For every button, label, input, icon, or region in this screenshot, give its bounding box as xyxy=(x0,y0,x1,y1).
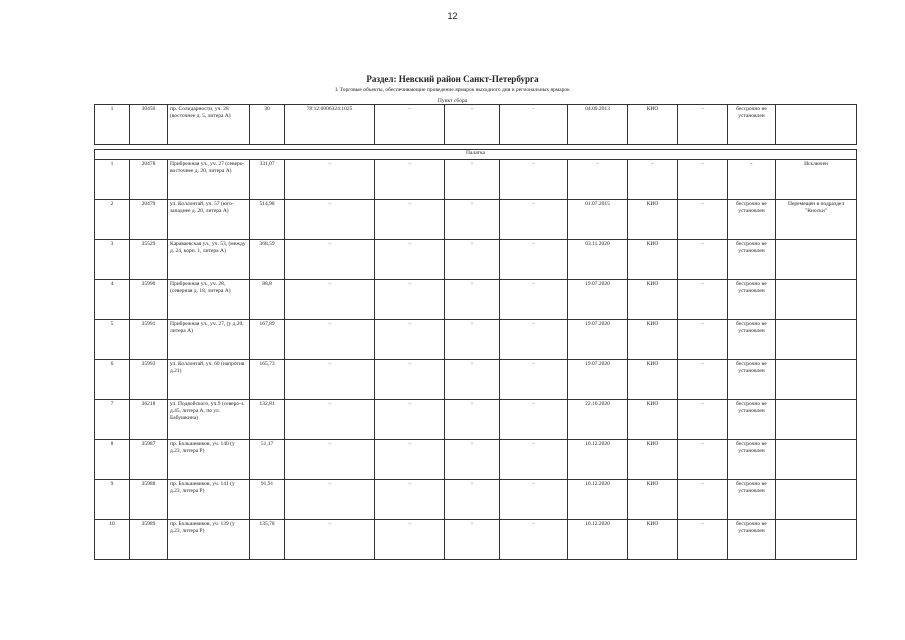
table-row xyxy=(95,240,857,280)
cell-date: 19.07.2020 xyxy=(568,280,628,320)
cell-f2: - xyxy=(445,105,500,145)
cell-org: КИО xyxy=(628,200,678,240)
table-row xyxy=(95,280,857,320)
cell-f3: - xyxy=(500,280,568,320)
cell-f2: - xyxy=(445,440,500,480)
cell-date: 22.10.2020 xyxy=(568,400,628,440)
cell-n: 9 xyxy=(95,480,130,520)
cell-org: КИО xyxy=(628,320,678,360)
cell-addr: пр. Большевиков, уч. 140 (у д.23, литера Р) xyxy=(168,440,250,480)
table-row xyxy=(95,105,857,145)
cell-n: 4 xyxy=(95,280,130,320)
cell-cad: - xyxy=(285,400,375,440)
cell-f4: - xyxy=(678,240,728,280)
cell-f2: - xyxy=(445,320,500,360)
cell-area: 30 xyxy=(250,105,285,145)
cell-note xyxy=(776,280,857,320)
cell-f2: - xyxy=(445,520,500,560)
cell-area: 88,8 xyxy=(250,280,285,320)
tents-table xyxy=(94,149,857,560)
cell-date: 10.12.2020 xyxy=(568,480,628,520)
cell-id: 20479 xyxy=(130,200,168,240)
cell-f3: - xyxy=(500,520,568,560)
cell-term: бессрочно не установлен xyxy=(728,240,776,280)
cell-org: КИО xyxy=(628,480,678,520)
cell-n: 1 xyxy=(95,105,130,145)
cell-f4: - xyxy=(678,200,728,240)
cell-addr: пр. Большевиков, уч. 139 (у д.23, литера Р) xyxy=(168,520,250,560)
cell-date: 19.07.2020 xyxy=(568,360,628,400)
cell-area: 514,98 xyxy=(250,200,285,240)
cell-cad: - xyxy=(285,320,375,360)
cell-addr: Прибрежная ул., уч. 27 (северо-восточнее д. 20, литера А) xyxy=(168,160,250,200)
cell-note xyxy=(776,400,857,440)
cell-area: 135,78 xyxy=(250,520,285,560)
cell-f2: - xyxy=(445,200,500,240)
cell-f1: - xyxy=(375,200,445,240)
cell-note xyxy=(776,320,857,360)
cell-f3: - xyxy=(500,480,568,520)
section-subtitle: I. Торговые объекты, обеспечивающие проведение ярмарок выходного дня и региональных ярмарок xyxy=(335,87,570,93)
cell-term: бессрочно не установлен xyxy=(728,320,776,360)
cell-org: КИО xyxy=(628,105,678,145)
cell-date: 10.12.2020 xyxy=(568,440,628,480)
cell-f4: - xyxy=(678,105,728,145)
cell-addr: Прибрежная ул., уч. 28, (северная д. 18, литера А) xyxy=(168,280,250,320)
cell-id: 35529 xyxy=(130,240,168,280)
page-number: 12 xyxy=(447,11,458,21)
cell-f1: - xyxy=(375,520,445,560)
cell-org: КИО xyxy=(628,400,678,440)
cell-n: 5 xyxy=(95,320,130,360)
table-row xyxy=(95,520,857,560)
cell-date: 19.07.2020 xyxy=(568,320,628,360)
cell-n: 10 xyxy=(95,520,130,560)
cell-date: 10.12.2020 xyxy=(568,520,628,560)
cell-cad: - xyxy=(285,520,375,560)
cell-note xyxy=(776,240,857,280)
cell-id: 35988 xyxy=(130,480,168,520)
subsection-label-collection-point: Пункт сбора xyxy=(437,98,468,104)
cell-term: бессрочно не установлен xyxy=(728,520,776,560)
cell-f4: - xyxy=(678,320,728,360)
table-row xyxy=(95,200,857,240)
cell-f4: - xyxy=(678,520,728,560)
cell-cad: - xyxy=(285,280,375,320)
cell-f3: - xyxy=(500,105,568,145)
cell-n: 2 xyxy=(95,200,130,240)
cell-date: 04.09.2013 xyxy=(568,105,628,145)
cell-n: 7 xyxy=(95,400,130,440)
table-row xyxy=(95,320,857,360)
table-row xyxy=(95,360,857,400)
collection-point-table xyxy=(94,104,857,145)
cell-f2: - xyxy=(445,360,500,400)
cell-note xyxy=(776,105,857,145)
cell-id: 35990 xyxy=(130,280,168,320)
cell-f2: - xyxy=(445,480,500,520)
cell-area: 368,59 xyxy=(250,240,285,280)
cell-addr: ул. Коллонтай, уч. 57 (юго-западнее д. 20, литера А) xyxy=(168,200,250,240)
table-row xyxy=(95,440,857,480)
cell-f1: - xyxy=(375,480,445,520)
cell-f2: - xyxy=(445,160,500,200)
cell-f2: - xyxy=(445,240,500,280)
cell-n: 3 xyxy=(95,240,130,280)
table-row xyxy=(95,480,857,520)
cell-term: бессрочно не установлен xyxy=(728,480,776,520)
cell-cad: 78:12:0006324:1025 xyxy=(285,105,375,145)
cell-cad: - xyxy=(285,360,375,400)
cell-area: 132,81 xyxy=(250,400,285,440)
cell-f1: - xyxy=(375,105,445,145)
cell-term: бессрочно не установлен xyxy=(728,440,776,480)
cell-f4: - xyxy=(678,280,728,320)
cell-term: бессрочно не установлен xyxy=(728,105,776,145)
cell-f3: - xyxy=(500,440,568,480)
cell-term: бессрочно не установлен xyxy=(728,280,776,320)
cell-cad: - xyxy=(285,200,375,240)
cell-addr: ул. Подвойского, уч.9 (северо-з. д.45, литера А, по ул. Бабушкина) xyxy=(168,400,250,440)
cell-term: бессрочно не установлен xyxy=(728,200,776,240)
cell-f3: - xyxy=(500,320,568,360)
cell-f4: - xyxy=(678,480,728,520)
cell-f1: - xyxy=(375,240,445,280)
cell-f1: - xyxy=(375,440,445,480)
cell-note: Перемещен в подраздел "Киоски" xyxy=(776,200,857,240)
cell-id: 35993 xyxy=(130,360,168,400)
cell-term: бессрочно не установлен xyxy=(728,400,776,440)
cell-f3: - xyxy=(500,200,568,240)
cell-f4: - xyxy=(678,160,728,200)
cell-addr: пр. Солидарности, уч. 28 (восточнее д. 5, литера А) xyxy=(168,105,250,145)
cell-f1: - xyxy=(375,320,445,360)
cell-cad: - xyxy=(285,480,375,520)
cell-org: КИО xyxy=(628,280,678,320)
cell-note xyxy=(776,480,857,520)
cell-id: 36218 xyxy=(130,400,168,440)
cell-org: КИО xyxy=(628,360,678,400)
cell-cad: - xyxy=(285,160,375,200)
table-row xyxy=(95,160,857,200)
cell-f2: - xyxy=(445,280,500,320)
cell-f3: - xyxy=(500,240,568,280)
cell-n: 6 xyxy=(95,360,130,400)
cell-org: КИО xyxy=(628,440,678,480)
cell-f4: - xyxy=(678,400,728,440)
cell-n: 8 xyxy=(95,440,130,480)
cell-date: - xyxy=(568,160,628,200)
cell-f1: - xyxy=(375,360,445,400)
cell-id: 20478 xyxy=(130,160,168,200)
cell-n: 1 xyxy=(95,160,130,200)
cell-note xyxy=(776,520,857,560)
table-row xyxy=(95,400,857,440)
cell-addr: Прибрежная ул., уч. 27, (у д.20, литера А) xyxy=(168,320,250,360)
cell-f2: - xyxy=(445,400,500,440)
cell-note xyxy=(776,360,857,400)
cell-area: 51,17 xyxy=(250,440,285,480)
cell-org: КИО xyxy=(628,240,678,280)
cell-f1: - xyxy=(375,280,445,320)
cell-date: 03.11.2020 xyxy=(568,240,628,280)
cell-id: 35989 xyxy=(130,520,168,560)
cell-date: 01.07.2015 xyxy=(568,200,628,240)
cell-addr: Караваевская ул., уч. 53, (между д. 24, корп. 1, литера А) xyxy=(168,240,250,280)
cell-org: - xyxy=(628,160,678,200)
cell-addr: ул. Коллонтай, уч. 60 (напротив д.21) xyxy=(168,360,250,400)
cell-addr: пр. Большевиков, уч. 141 (у д.23, литера Р) xyxy=(168,480,250,520)
cell-term: - xyxy=(728,160,776,200)
cell-f1: - xyxy=(375,400,445,440)
cell-f4: - xyxy=(678,440,728,480)
cell-id: 35991 xyxy=(130,320,168,360)
cell-note: Исключен xyxy=(776,160,857,200)
cell-id: 30450 xyxy=(130,105,168,145)
cell-f1: - xyxy=(375,160,445,200)
subsection-label-tent: Палатка xyxy=(95,150,857,160)
cell-area: 331,07 xyxy=(250,160,285,200)
cell-term: бессрочно не установлен xyxy=(728,360,776,400)
cell-cad: - xyxy=(285,240,375,280)
cell-f3: - xyxy=(500,360,568,400)
cell-f4: - xyxy=(678,360,728,400)
cell-area: 91,91 xyxy=(250,480,285,520)
section-title: Раздел: Невский район Санкт-Петербурга xyxy=(366,74,539,84)
cell-id: 35987 xyxy=(130,440,168,480)
cell-area: 165,73 xyxy=(250,360,285,400)
cell-cad: - xyxy=(285,440,375,480)
cell-f3: - xyxy=(500,160,568,200)
cell-note xyxy=(776,440,857,480)
cell-area: 167,89 xyxy=(250,320,285,360)
cell-f3: - xyxy=(500,400,568,440)
cell-org: КИО xyxy=(628,520,678,560)
